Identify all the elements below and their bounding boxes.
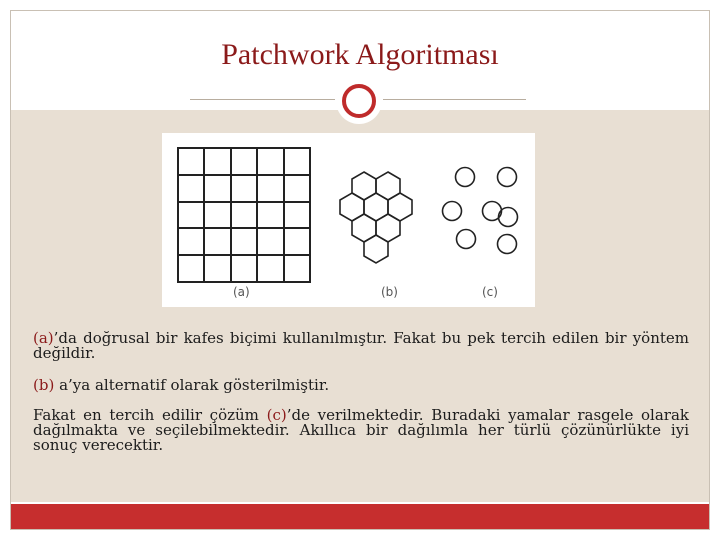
footer-bar — [11, 504, 709, 529]
title-rule-right — [383, 99, 526, 100]
paragraph-b — [33, 378, 689, 393]
title-rule-left — [190, 99, 335, 100]
ref-c: (c) — [266, 406, 287, 424]
label-a: (a) — [233, 285, 250, 299]
ref-a: (a) — [33, 329, 54, 347]
grid-pattern — [178, 148, 310, 282]
hexagon-pattern — [340, 172, 412, 263]
paragraph-c-lead: Fakat en tercih edilir çözüm — [33, 406, 267, 424]
ref-b: (b) — [33, 376, 55, 394]
slide-title: Patchwork Algoritması — [221, 38, 499, 71]
title-ornament — [336, 78, 382, 124]
ring-icon — [342, 84, 376, 118]
patch-layouts-diagram — [162, 133, 535, 307]
paragraph-c-text: ’de verilmektedir. Buradaki yamalar rasgele olarak dağılmakta ve seçilebilmektedir. Akıllıca bir dağılımla her türlü çözünürlükte iyi sonuç verecektir. — [33, 406, 690, 454]
circle-pattern — [443, 168, 518, 254]
paragraph-b-text: a’ya alternatif olarak gösterilmiştir. — [54, 376, 330, 394]
paragraph-a-text: ’da doğrusal bir kafes biçimi kullanılmıştır. Fakat bu pek tercih edilen bir yöntem değildir. — [33, 329, 689, 362]
paragraph-c — [33, 408, 689, 453]
label-c: (c) — [482, 285, 498, 299]
label-b: (b) — [381, 285, 398, 299]
patchwork-figure — [162, 133, 535, 307]
paragraph-a — [33, 331, 689, 361]
